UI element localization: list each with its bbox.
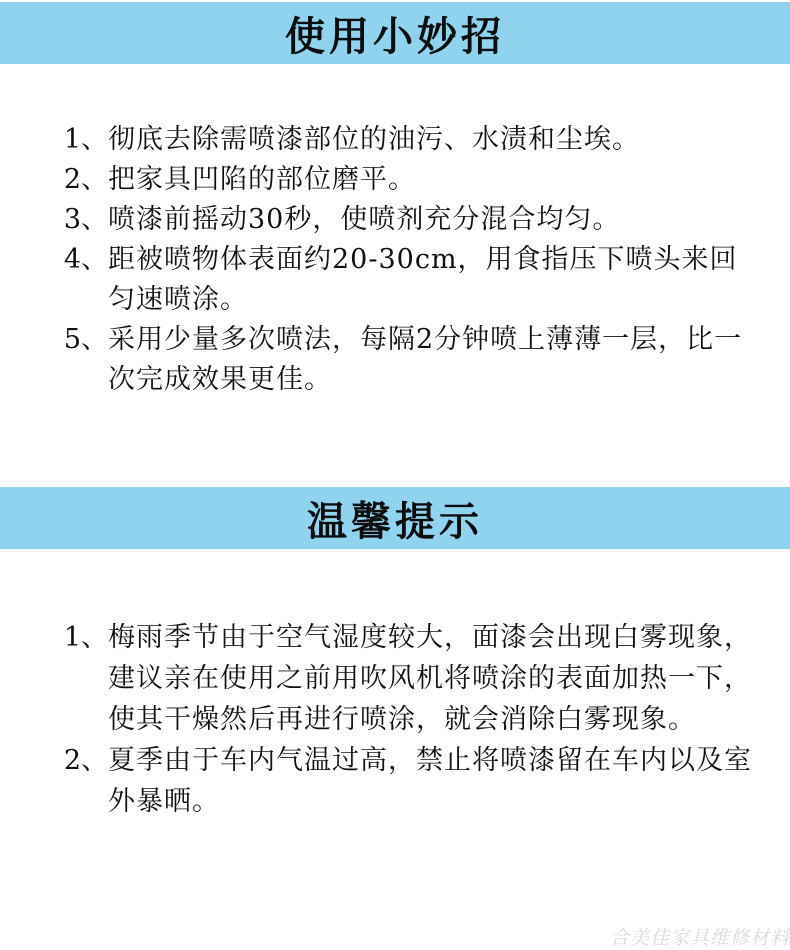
usage-tips-list xyxy=(0,120,790,400)
section-header-usage-tips xyxy=(0,2,790,64)
item-number: 1、 xyxy=(63,622,108,653)
item-text: 采用少量多次喷法，每隔2分钟喷上薄薄一层，比一次完成效果更佳。 xyxy=(108,324,743,395)
list-item xyxy=(0,200,790,240)
item-number: 2、 xyxy=(63,164,108,195)
item-text: 距被喷物体表面约20-30cm，用食指压下喷头来回匀速喷涂。 xyxy=(108,244,738,315)
item-number: 4、 xyxy=(63,244,108,275)
section-title-usage-tips: 使用小妙招 xyxy=(285,12,505,60)
item-text: 把家具凹陷的部位磨平。 xyxy=(108,164,416,195)
watermark: 合美佳家具维修材料 xyxy=(609,927,790,949)
section-title-warm-tips: 温馨提示 xyxy=(307,497,483,545)
list-item xyxy=(0,740,790,822)
item-number: 2、 xyxy=(63,745,108,776)
list-item xyxy=(0,617,790,740)
list-item xyxy=(0,320,790,400)
section-header-warm-tips xyxy=(0,487,790,549)
list-item xyxy=(0,120,790,160)
item-text: 梅雨季节由于空气湿度较大，面漆会出现白雾现象，建议亲在使用之前用吹风机将喷涂的表面加热一下，使其干燥然后再进行喷涂，就会消除白雾现象。 xyxy=(108,622,752,735)
warm-tips-list xyxy=(0,617,790,822)
list-item xyxy=(0,240,790,320)
item-number: 5、 xyxy=(63,324,108,355)
item-number: 3、 xyxy=(63,204,108,235)
item-text: 夏季由于车内气温过高，禁止将喷漆留在车内以及室外暴晒。 xyxy=(108,745,752,817)
item-number: 1、 xyxy=(63,124,108,155)
item-text: 彻底去除需喷漆部位的油污、水渍和尘埃。 xyxy=(108,124,640,155)
list-item xyxy=(0,160,790,200)
item-text: 喷漆前摇动30秒，使喷剂充分混合均匀。 xyxy=(108,204,621,235)
